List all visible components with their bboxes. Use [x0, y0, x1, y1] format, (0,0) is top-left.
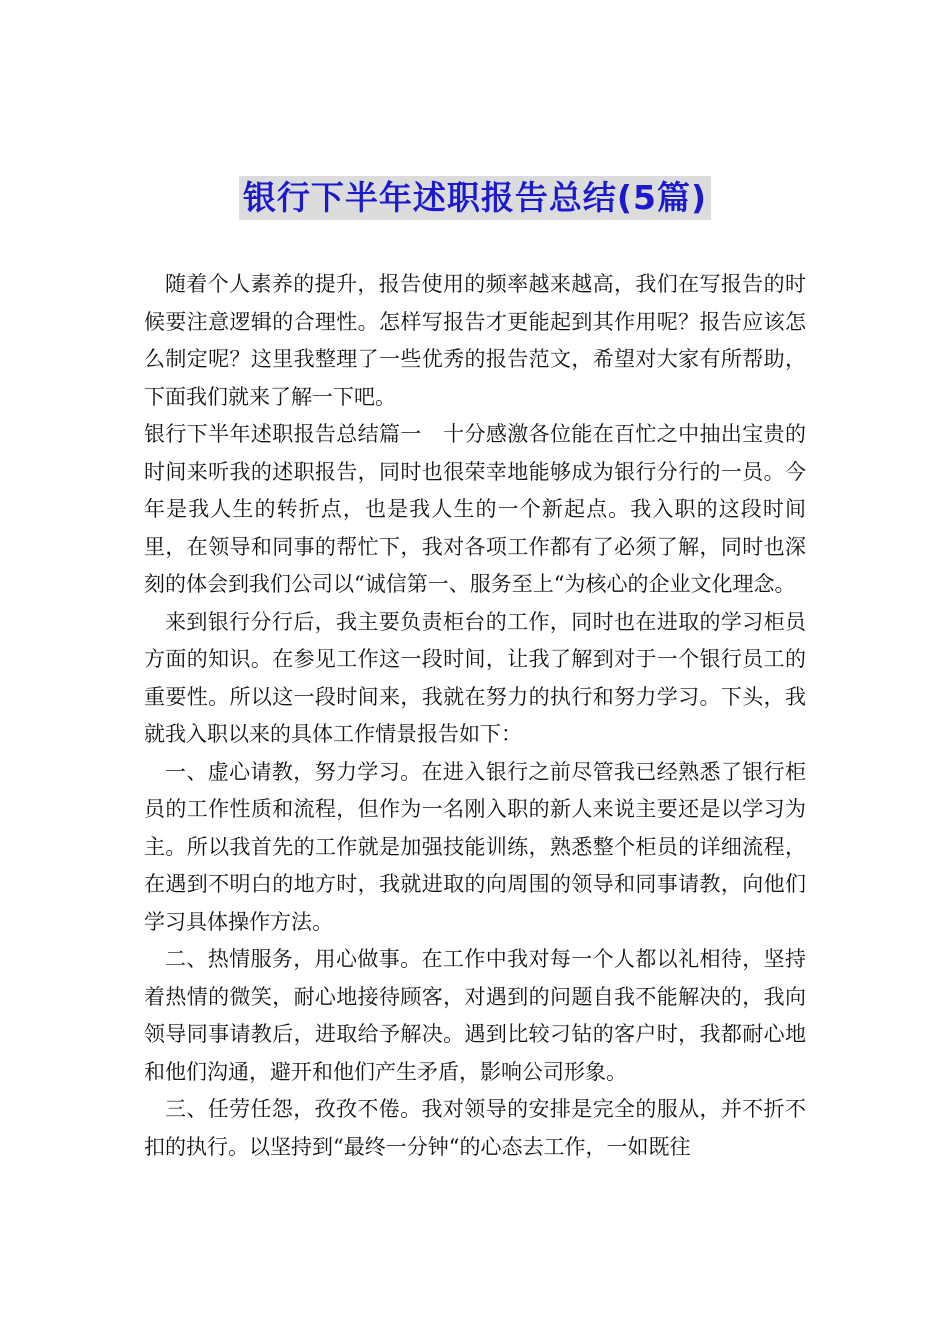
document-body [144, 266, 806, 1166]
paragraph-section-one: 银行下半年述职报告总结篇一 十分感激各位能在百忙之中抽出宝贵的时间来听我的述职报告，同时也很荣幸地能够成为银行分行的一员。今年是我人生的转折点，也是我人生的一个新起点。我入职的这段时间里，在领导和同事的帮忙下，我对各项工作都有了必须了解，同时也深刻的体会到我们公司以“诚信第一、服务至上“为核心的企业文化理念。 [144, 422, 806, 596]
title-container [0, 176, 950, 220]
paragraph-point-two: 二、热情服务，用心做事。在工作中我对每一个人都以礼相待，坚持着热情的微笑，耐心地接待顾客，对遇到的问题自我不能解决的，我向领导同事请教后，进取给予解决。遇到比较刁钻的客户时，我都耐心地和他们沟通，避开和他们产生矛盾，影响公司形象。 [144, 947, 806, 1084]
document-title: 银行下半年述职报告总结(5篇) [239, 176, 711, 220]
paragraph-point-one: 一、虚心请教，努力学习。在进入银行之前尽管我已经熟悉了银行柜员的工作性质和流程，但作为一名刚入职的新人来说主要还是以学习为主。所以我首先的工作就是加强技能训练，熟悉整个柜员的详细流程，在遇到不明白的地方时，我就进取的向周围的领导和同事请教，向他们学习具体操作方法。 [144, 759, 806, 934]
paragraph-point-three: 三、任劳任怨，孜孜不倦。我对领导的安排是完全的服从，并不折不扣的执行。以坚持到“最终一分钟“的心态去工作，一如既往 [144, 1097, 806, 1159]
paragraph-counter-work: 来到银行分行后，我主要负责柜台的工作，同时也在进取的学习柜员方面的知识。在参见工作这一段时间，让我了解到对于一个银行员工的重要性。所以这一段时间来，我就在努力的执行和努力学习。下头，我就我入职以来的具体工作情景报告如下： [144, 609, 806, 746]
paragraph-intro: 随着个人素养的提升，报告使用的频率越来越高，我们在写报告的时候要注意逻辑的合理性。怎样写报告才更能起到其作用呢？报告应该怎么制定呢？这里我整理了一些优秀的报告范文，希望对大家有所帮助，下面我们就来了解一下吧。 [144, 272, 806, 409]
